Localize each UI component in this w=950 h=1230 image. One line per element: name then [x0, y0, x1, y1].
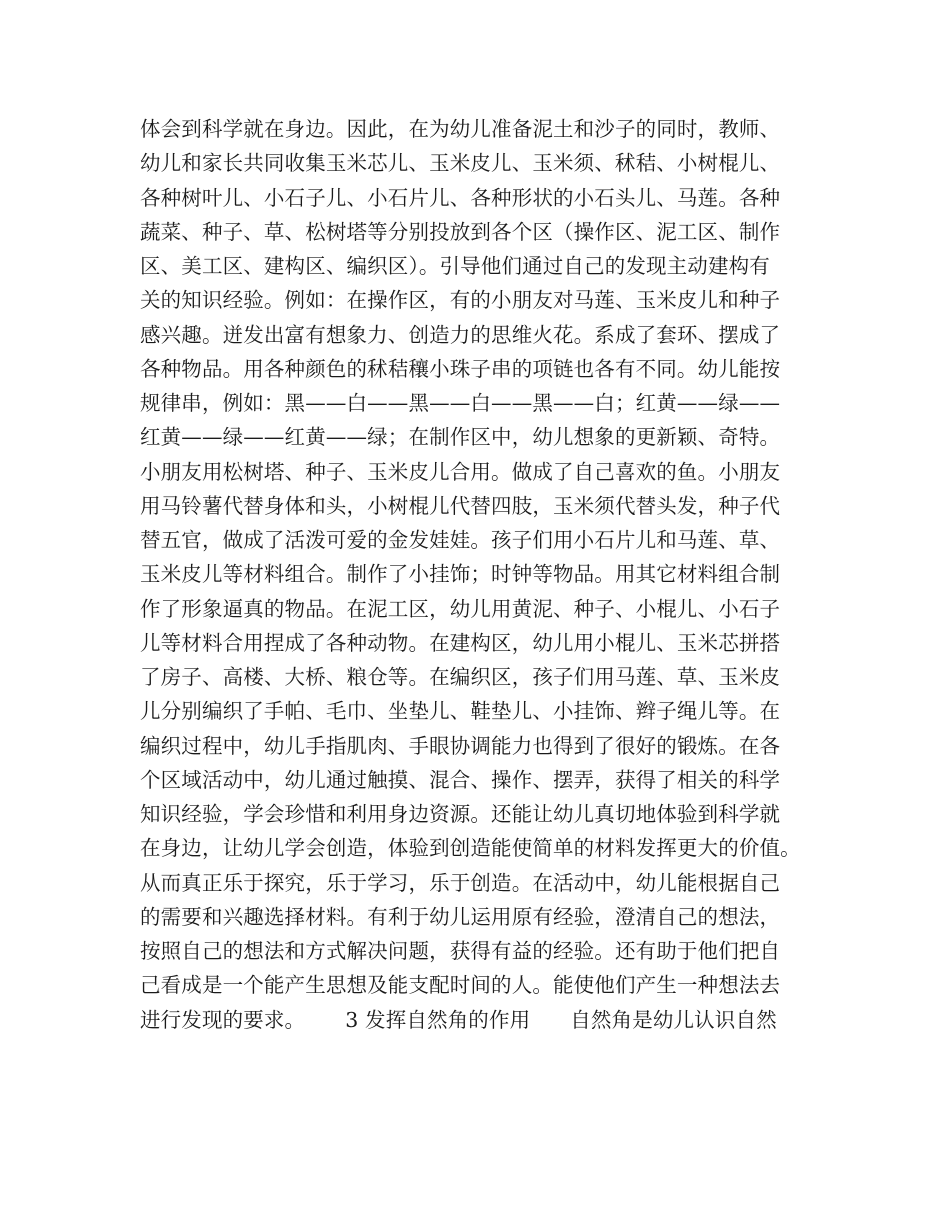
text-line: 替五官，做成了活泼可爱的金发娃娃。孩子们用小石片儿和马莲、草、 [140, 528, 781, 552]
text-line: 作了形象逼真的物品。在泥工区，幼儿用黄泥、种子、小棍儿、小石子 [140, 596, 781, 621]
text-line: 关的知识经验。例如：在操作区，有的小朋友对马莲、玉米皮儿和种子 [140, 288, 781, 313]
text-line: 区、美工区、建构区、编织区）。引导他们通过自己的发现主动建构有 [140, 254, 770, 278]
text-line: 儿等材料合用捏成了各种动物。在建构区，幼儿用小棍儿、玉米芯拼搭 [140, 630, 781, 655]
text-line: 各种树叶儿、小石子儿、小石片儿、各种形状的小石头儿、马莲。各种 [140, 185, 781, 210]
text-line: 编织过程中，幼儿手指肌肉、手眼协调能力也得到了很好的锻炼。在各 [140, 733, 781, 758]
text-line: 感兴趣。迸发出富有想象力、创造力的思维火花。系成了套环、摆成了 [140, 322, 781, 347]
text-line: 幼儿和家长共同收集玉米芯儿、玉米皮儿、玉米须、秫秸、小树棍儿、 [140, 151, 781, 176]
text-line: 规律串，例如：黑——白——黑——白——黑——白；红黄——绿—— [140, 391, 781, 415]
text-line: 蔬菜、种子、草、松树塔等分别投放到各个区（操作区、泥工区、制作 [140, 219, 781, 244]
text-line: 体会到科学就在身边。因此，在为幼儿准备泥土和沙子的同时，教师、 [140, 117, 781, 141]
text-line: 己看成是一个能产生思想及能支配时间的人。能使他们产生一种想法去 [140, 973, 781, 998]
body-text [140, 112, 830, 1037]
text-line: 知识经验，学会珍惜和利用身边资源。还能让幼儿真切地体验到科学就 [140, 802, 781, 826]
text-line: 了房子、高楼、大桥、粮仓等。在编织区，孩子们用马莲、草、玉米皮 [140, 665, 781, 689]
text-line: 按照自己的想法和方式解决问题，获得有益的经验。还有助于他们把自 [140, 939, 781, 963]
text-line: 小朋友用松树塔、种子、玉米皮儿合用。做成了自己喜欢的鱼。小朋友 [140, 459, 781, 484]
text-line: 玉米皮儿等材料组合。制作了小挂饰；时钟等物品。用其它材料组合制 [140, 562, 781, 587]
text-line: 从而真正乐于探究，乐于学习，乐于创造。在活动中，幼儿能根据自己 [140, 870, 781, 895]
text-line: 用马铃薯代替身体和头，小树棍儿代替四肢，玉米须代替头发，种子代 [140, 493, 781, 518]
text-line: 红黄——绿——红黄——绿；在制作区中，幼儿想象的更新颖、奇特。 [140, 425, 781, 450]
text-line: 各种物品。用各种颜色的秫秸穰小珠子串的项链也各有不同。幼儿能按 [140, 356, 781, 381]
text-line: 的需要和兴趣选择材料。有利于幼儿运用原有经验，澄清自己的想法， [140, 904, 781, 929]
text-line: 在身边，让幼儿学会创造，体验到创造能使简单的材料发挥更大的价值。 [140, 836, 801, 861]
text-line: 进行发现的要求。 3 发挥自然角的作用 自然角是幼儿认识自然 [140, 1007, 777, 1032]
text-line: 儿分别编织了手帕、毛巾、坐垫儿、鞋垫儿、小挂饰、辫子绳儿等。在 [140, 699, 781, 724]
text-line: 个区域活动中，幼儿通过触摸、混合、操作、摆弄，获得了相关的科学 [140, 767, 781, 792]
